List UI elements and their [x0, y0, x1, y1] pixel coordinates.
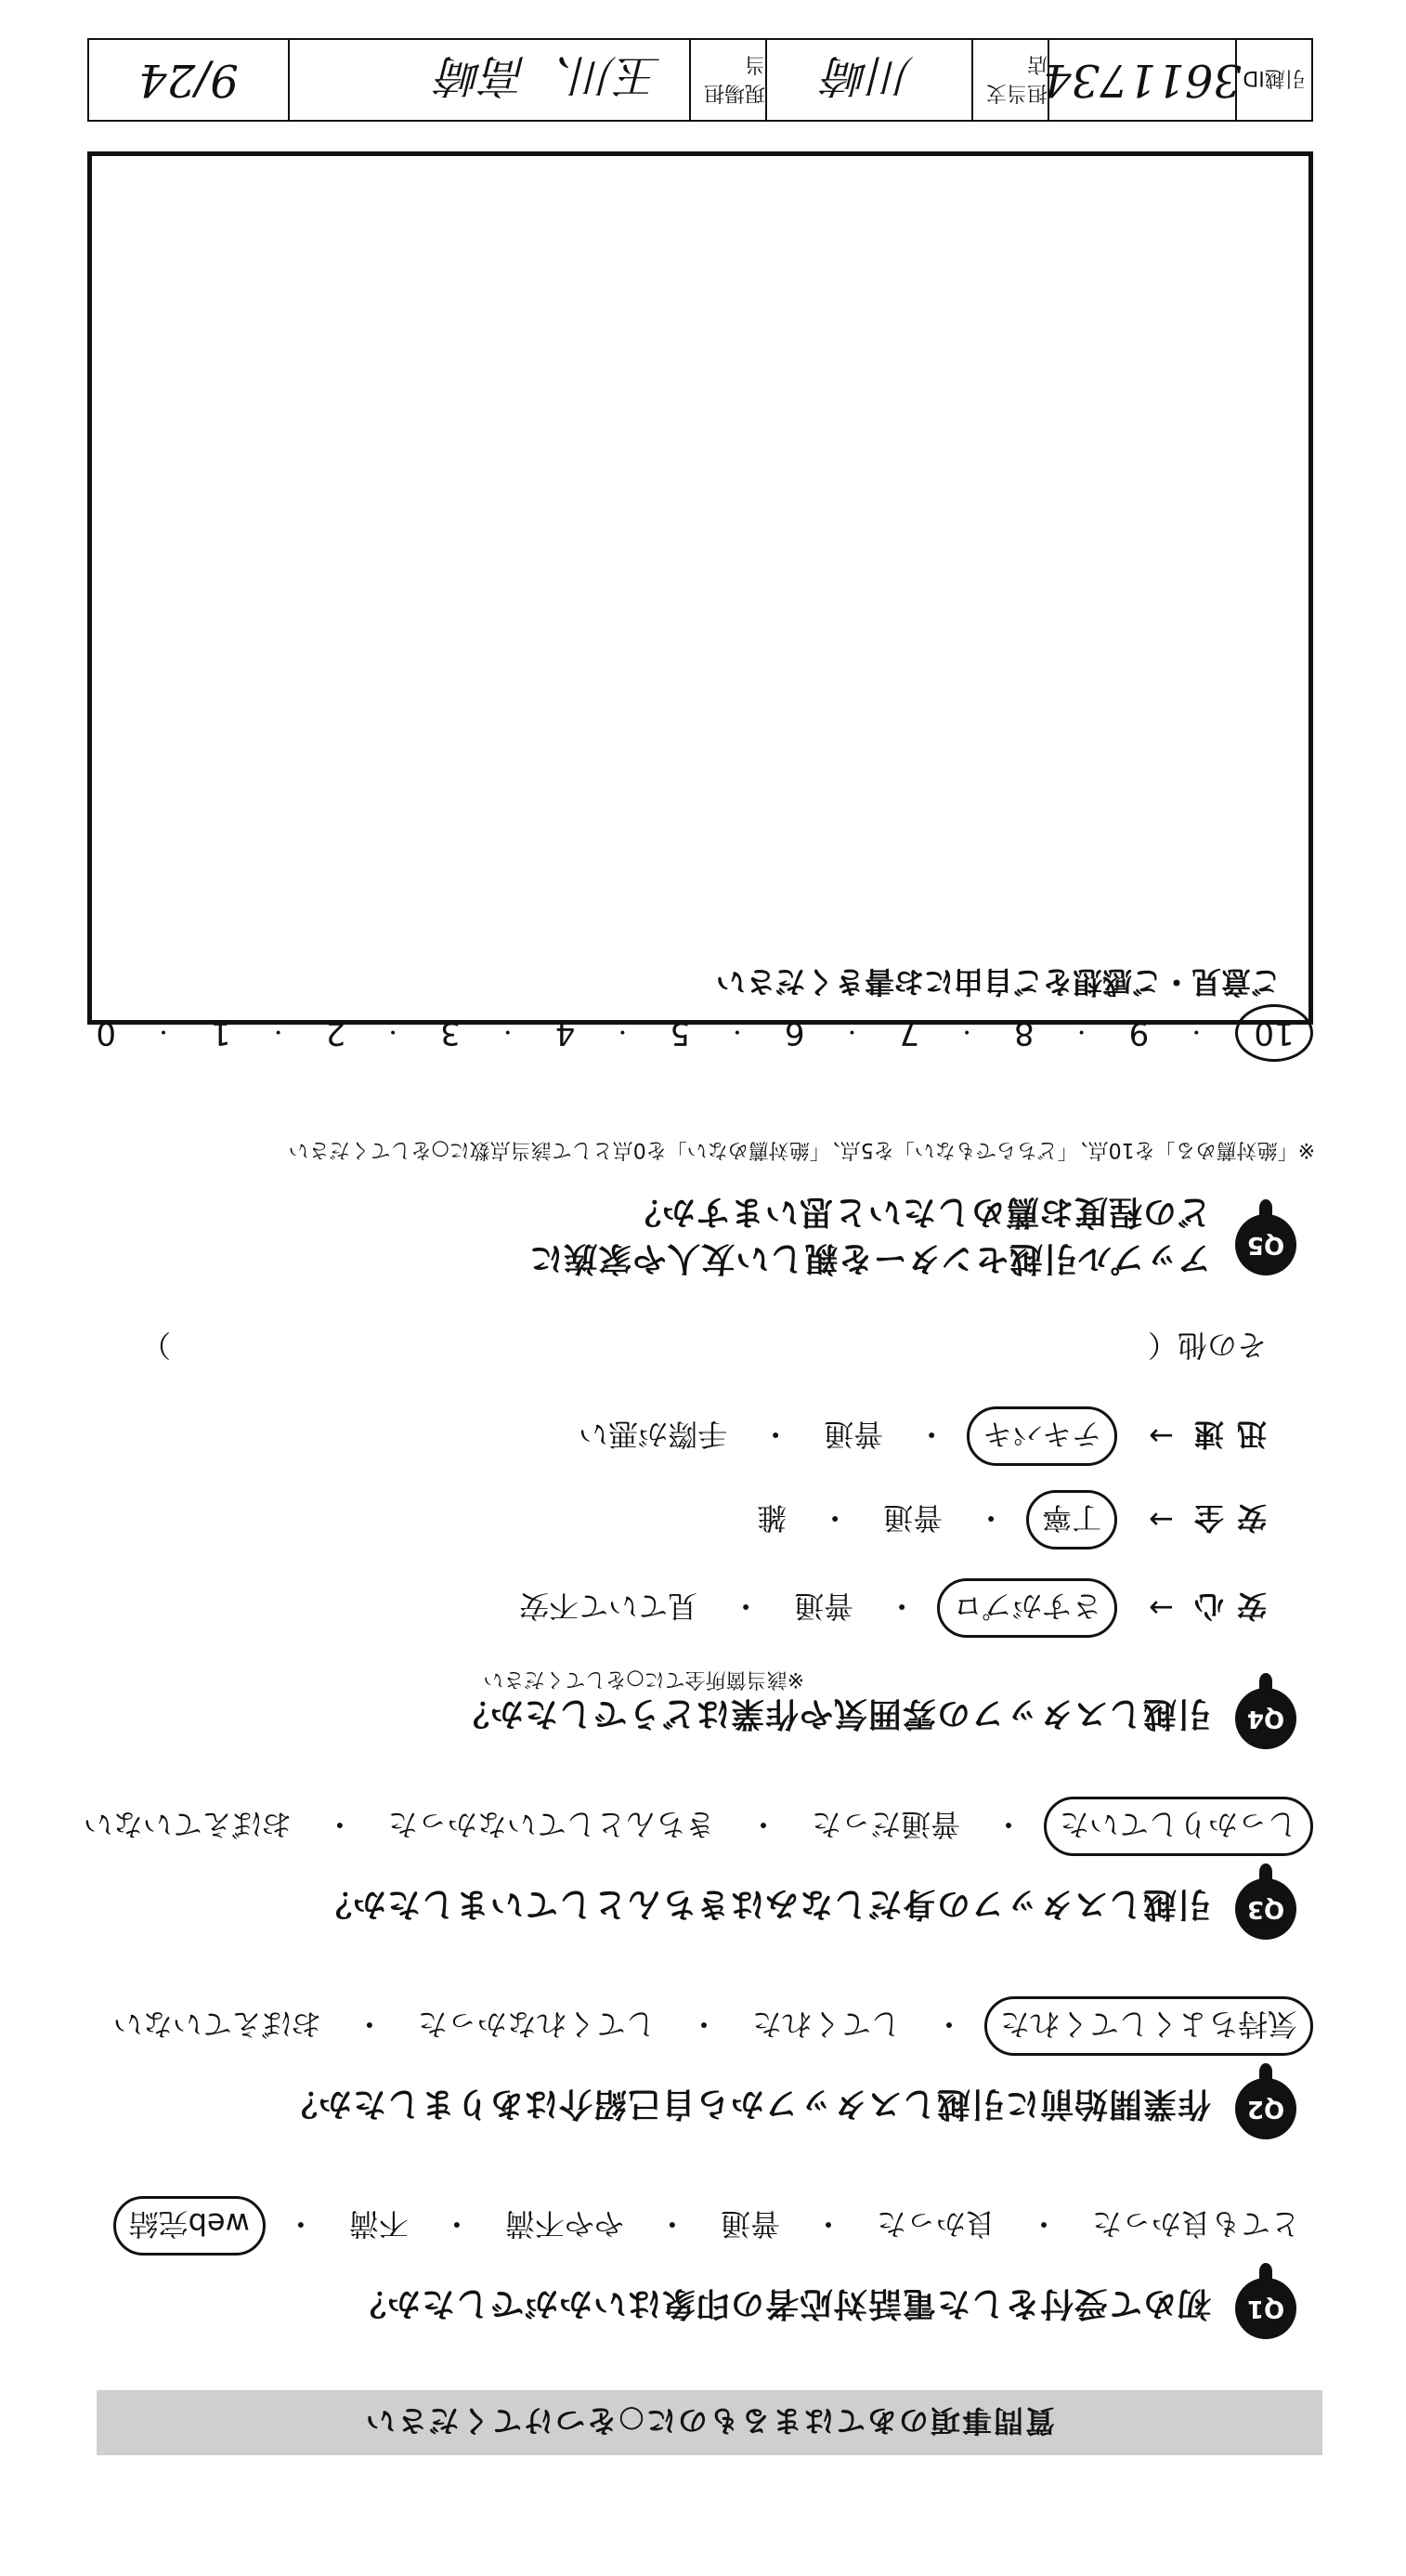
leader-label: 現場担当: [689, 40, 765, 120]
q1-badge: Q1: [1235, 2278, 1296, 2339]
q1-options: とても良かった ・ 良かった ・ 普通 ・ やや不満 ・ 不満 ・ web完結: [113, 2196, 1313, 2256]
scale-option[interactable]: 1: [210, 1014, 231, 1052]
q4-option[interactable]: 雑: [757, 1500, 788, 1536]
scale-option[interactable]: 6: [784, 1014, 805, 1052]
scale-option[interactable]: 3: [440, 1014, 461, 1052]
q4-text: 引越しスタッフの雰囲気や作業はどうでしたか？: [454, 1694, 1211, 1733]
q4-other-close: ）: [140, 1327, 171, 1363]
q3-option[interactable]: 普通だった: [811, 1807, 960, 1842]
q1-option[interactable]: とても良かった: [1091, 2206, 1300, 2242]
q5-note: ※「絶対薦める」を10点、「どちらでもない」を5点、「絶対薦めない」を0点として該当点数に○をしてください: [288, 1138, 1315, 1161]
q5-badge: Q5: [1235, 1214, 1296, 1275]
arrow-icon: →: [1149, 1590, 1174, 1626]
date-value: 9/24: [138, 54, 239, 106]
q3-options: しっかりしていた ・ 普通だった ・ きちんとしていなかった ・ おぼえていない: [71, 1797, 1313, 1856]
q2-options: 気持ちよくしてくれた ・ してくれた ・ してくれなかった ・ おぼえていない: [100, 1996, 1313, 2056]
arrow-icon: →: [1149, 1419, 1174, 1454]
leader-value: 玉川、高崎: [288, 40, 689, 120]
q4-row-jinsoku: 迅速 → テキパキ ・ 普通 ・ 手際が悪い: [566, 1406, 1267, 1466]
scale-option[interactable]: 4: [554, 1014, 576, 1052]
comment-label: ご意見・ご感想をご自由にお書きください: [715, 964, 1281, 1000]
branch-value: 川崎: [765, 40, 971, 120]
q2-option-selected[interactable]: 気持ちよくしてくれた: [984, 1996, 1313, 2056]
q4-other[interactable]: [59, 1326, 1267, 1368]
scale-option[interactable]: 8: [1014, 1014, 1035, 1052]
q2-badge: Q2: [1235, 2078, 1296, 2139]
footer-id-table: [87, 38, 1313, 122]
q4-row-anzen: 安全 → 丁寧 ・ 普通 ・ 雑: [744, 1490, 1267, 1550]
branch-label: 担当支店: [971, 40, 1048, 120]
q2-option[interactable]: してくれなかった: [417, 2007, 656, 2042]
q2-option[interactable]: してくれた: [751, 2007, 901, 2042]
q4-option[interactable]: 手際が悪い: [579, 1417, 728, 1452]
q5-text-line1: アップル引越センターを親しい友人や家族に: [528, 1239, 1211, 1277]
q4-option[interactable]: 普通: [824, 1417, 884, 1452]
q2-option[interactable]: おぼえていない: [112, 2007, 321, 2042]
q4-row-label: 安全: [1180, 1500, 1267, 1536]
q4-row-label: 安心: [1180, 1589, 1267, 1624]
scale-option[interactable]: 2: [325, 1014, 346, 1052]
q1-option-selected[interactable]: web完結: [113, 2196, 266, 2256]
scale-option[interactable]: 5: [670, 1014, 690, 1052]
scale-option[interactable]: 7: [899, 1014, 920, 1052]
q1-option[interactable]: 普通: [720, 2206, 780, 2242]
q2-text: 作業開始前に引越しスタッフから自己紹介はありましたか？: [282, 2085, 1211, 2123]
q3-option[interactable]: おぼえていない: [83, 1807, 292, 1842]
instruction-text: 質問事項のあてはまるものに○をつけてください: [364, 2403, 1055, 2439]
q4-option[interactable]: 普通: [883, 1500, 944, 1536]
q3-badge: Q3: [1235, 1878, 1296, 1940]
q1-text: 初めて受付をした電話対応者の印象はいかがでしたか？: [351, 2284, 1211, 2322]
arrow-icon: →: [1149, 1502, 1174, 1537]
q3-option[interactable]: きちんとしていなかった: [387, 1807, 715, 1842]
q5-scale: 10 ・ 9 ・ 8 ・ 7 ・ 6 ・ 5 ・ 4 ・ 3 ・ 2 ・ 1 ・ 0: [87, 1004, 1313, 1062]
q5-text: [528, 1188, 1211, 1281]
q4-row-anshin: 安心 → さすがプロ ・ 普通 ・ 見ていて不安: [506, 1578, 1267, 1638]
q1-option[interactable]: 良かった: [876, 2206, 996, 2242]
q4-option-selected[interactable]: 丁寧: [1026, 1490, 1117, 1550]
scale-option[interactable]: 0: [96, 1014, 117, 1052]
q4-option-selected[interactable]: テキパキ: [967, 1406, 1117, 1466]
id-label: 引越ID: [1235, 40, 1311, 120]
q3-option-selected[interactable]: しっかりしていた: [1044, 1797, 1313, 1856]
instruction-banner: [97, 2390, 1322, 2455]
q4-other-label: その他（: [1147, 1327, 1267, 1363]
q5-text-line2: どの程度お薦めしたいと思いますか？: [626, 1193, 1211, 1231]
q4-note: ※該当箇所全てに○をしてください: [483, 1667, 804, 1691]
q4-option[interactable]: 見ていて不安: [519, 1589, 698, 1624]
q1-option[interactable]: 不満: [348, 2206, 409, 2242]
id-value: 3611734: [1048, 40, 1235, 120]
q1-option[interactable]: やや不満: [504, 2206, 624, 2242]
q4-option[interactable]: 普通: [794, 1589, 854, 1624]
q4-badge: Q4: [1235, 1688, 1296, 1749]
scale-option-selected[interactable]: 10: [1235, 1004, 1313, 1062]
comment-box[interactable]: [87, 151, 1313, 1025]
q3-text: 引越しスタッフの身だしなみはきちんとしていましたか？: [317, 1885, 1211, 1923]
q4-row-label: 迅速: [1180, 1417, 1267, 1452]
q4-option-selected[interactable]: さすがプロ: [937, 1578, 1117, 1638]
scale-option[interactable]: 9: [1128, 1014, 1150, 1052]
